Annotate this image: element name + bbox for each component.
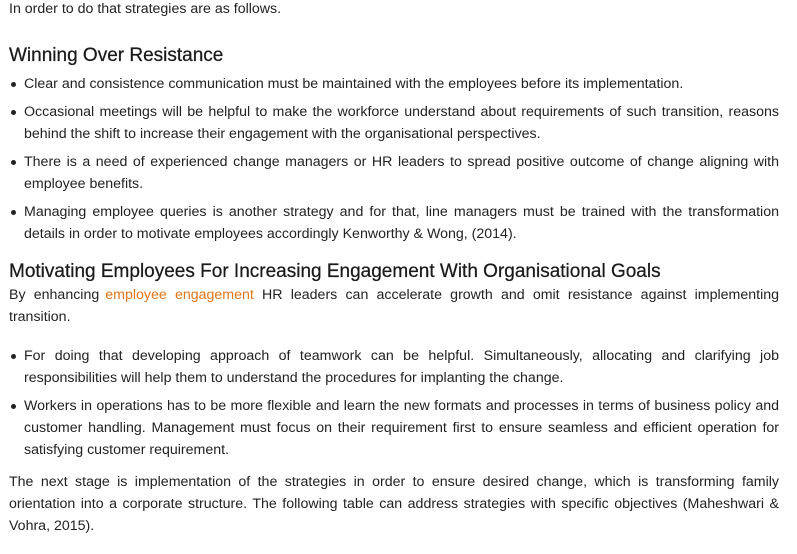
closing-paragraph: The next stage is implementation of the strategies in order to ensure desired change, which is transforming family orientation into a corporate structure. The following table can address strategies with specific objectives (Maheshwari & Vohra, 2015). [9,474,779,534]
engagement-paragraph-lead: By enhancing [9,287,100,303]
heading-motivating-employees: Motivating Employees For Increasing Engagement With Organisational Goals [9,261,661,282]
motivation-strategy-list [9,345,779,461]
list-item: For doing that developing approach of teamwork can be helpful. Simultaneously, allocating and clarifying job responsibilities will help them to understand the procedures for implanting the change. [9,345,779,389]
engagement-paragraph-rest: HR leaders can accelerate growth and omit resistance against implementing transition. [9,287,780,325]
list-item: Occasional meetings will be helpful to make the workforce understand about requirements of such transition, reasons behind the shift to increase their engagement with the organisational perspectives. [9,101,779,145]
article-body [9,0,779,537]
engagement-paragraph [9,284,779,328]
list-item: Workers in operations has to be more flexible and learn the new formats and processes in terms of business policy and customer handling. Management must focus on their requirement first to ensure seamless and efficient operation for satisfying customer requirement. [9,395,779,461]
resistance-strategy-list [9,73,779,245]
list-item: Managing employee queries is another strategy and for that, line managers must be trained with the transformation details in order to motivate employees accordingly Kenworthy & Wong, (2014). [9,201,779,245]
list-item: There is a need of experienced change managers or HR leaders to spread positive outcome of change aligning with employee benefits. [9,151,779,195]
heading-winning-over-resistance: Winning Over Resistance [9,45,224,66]
intro-paragraph: In order to do that strategies are as follows. [9,1,282,17]
list-item: Clear and consistence communication must be maintained with the employees before its implementation. [9,73,779,95]
employee-engagement-link[interactable]: employee engagement [105,287,254,303]
